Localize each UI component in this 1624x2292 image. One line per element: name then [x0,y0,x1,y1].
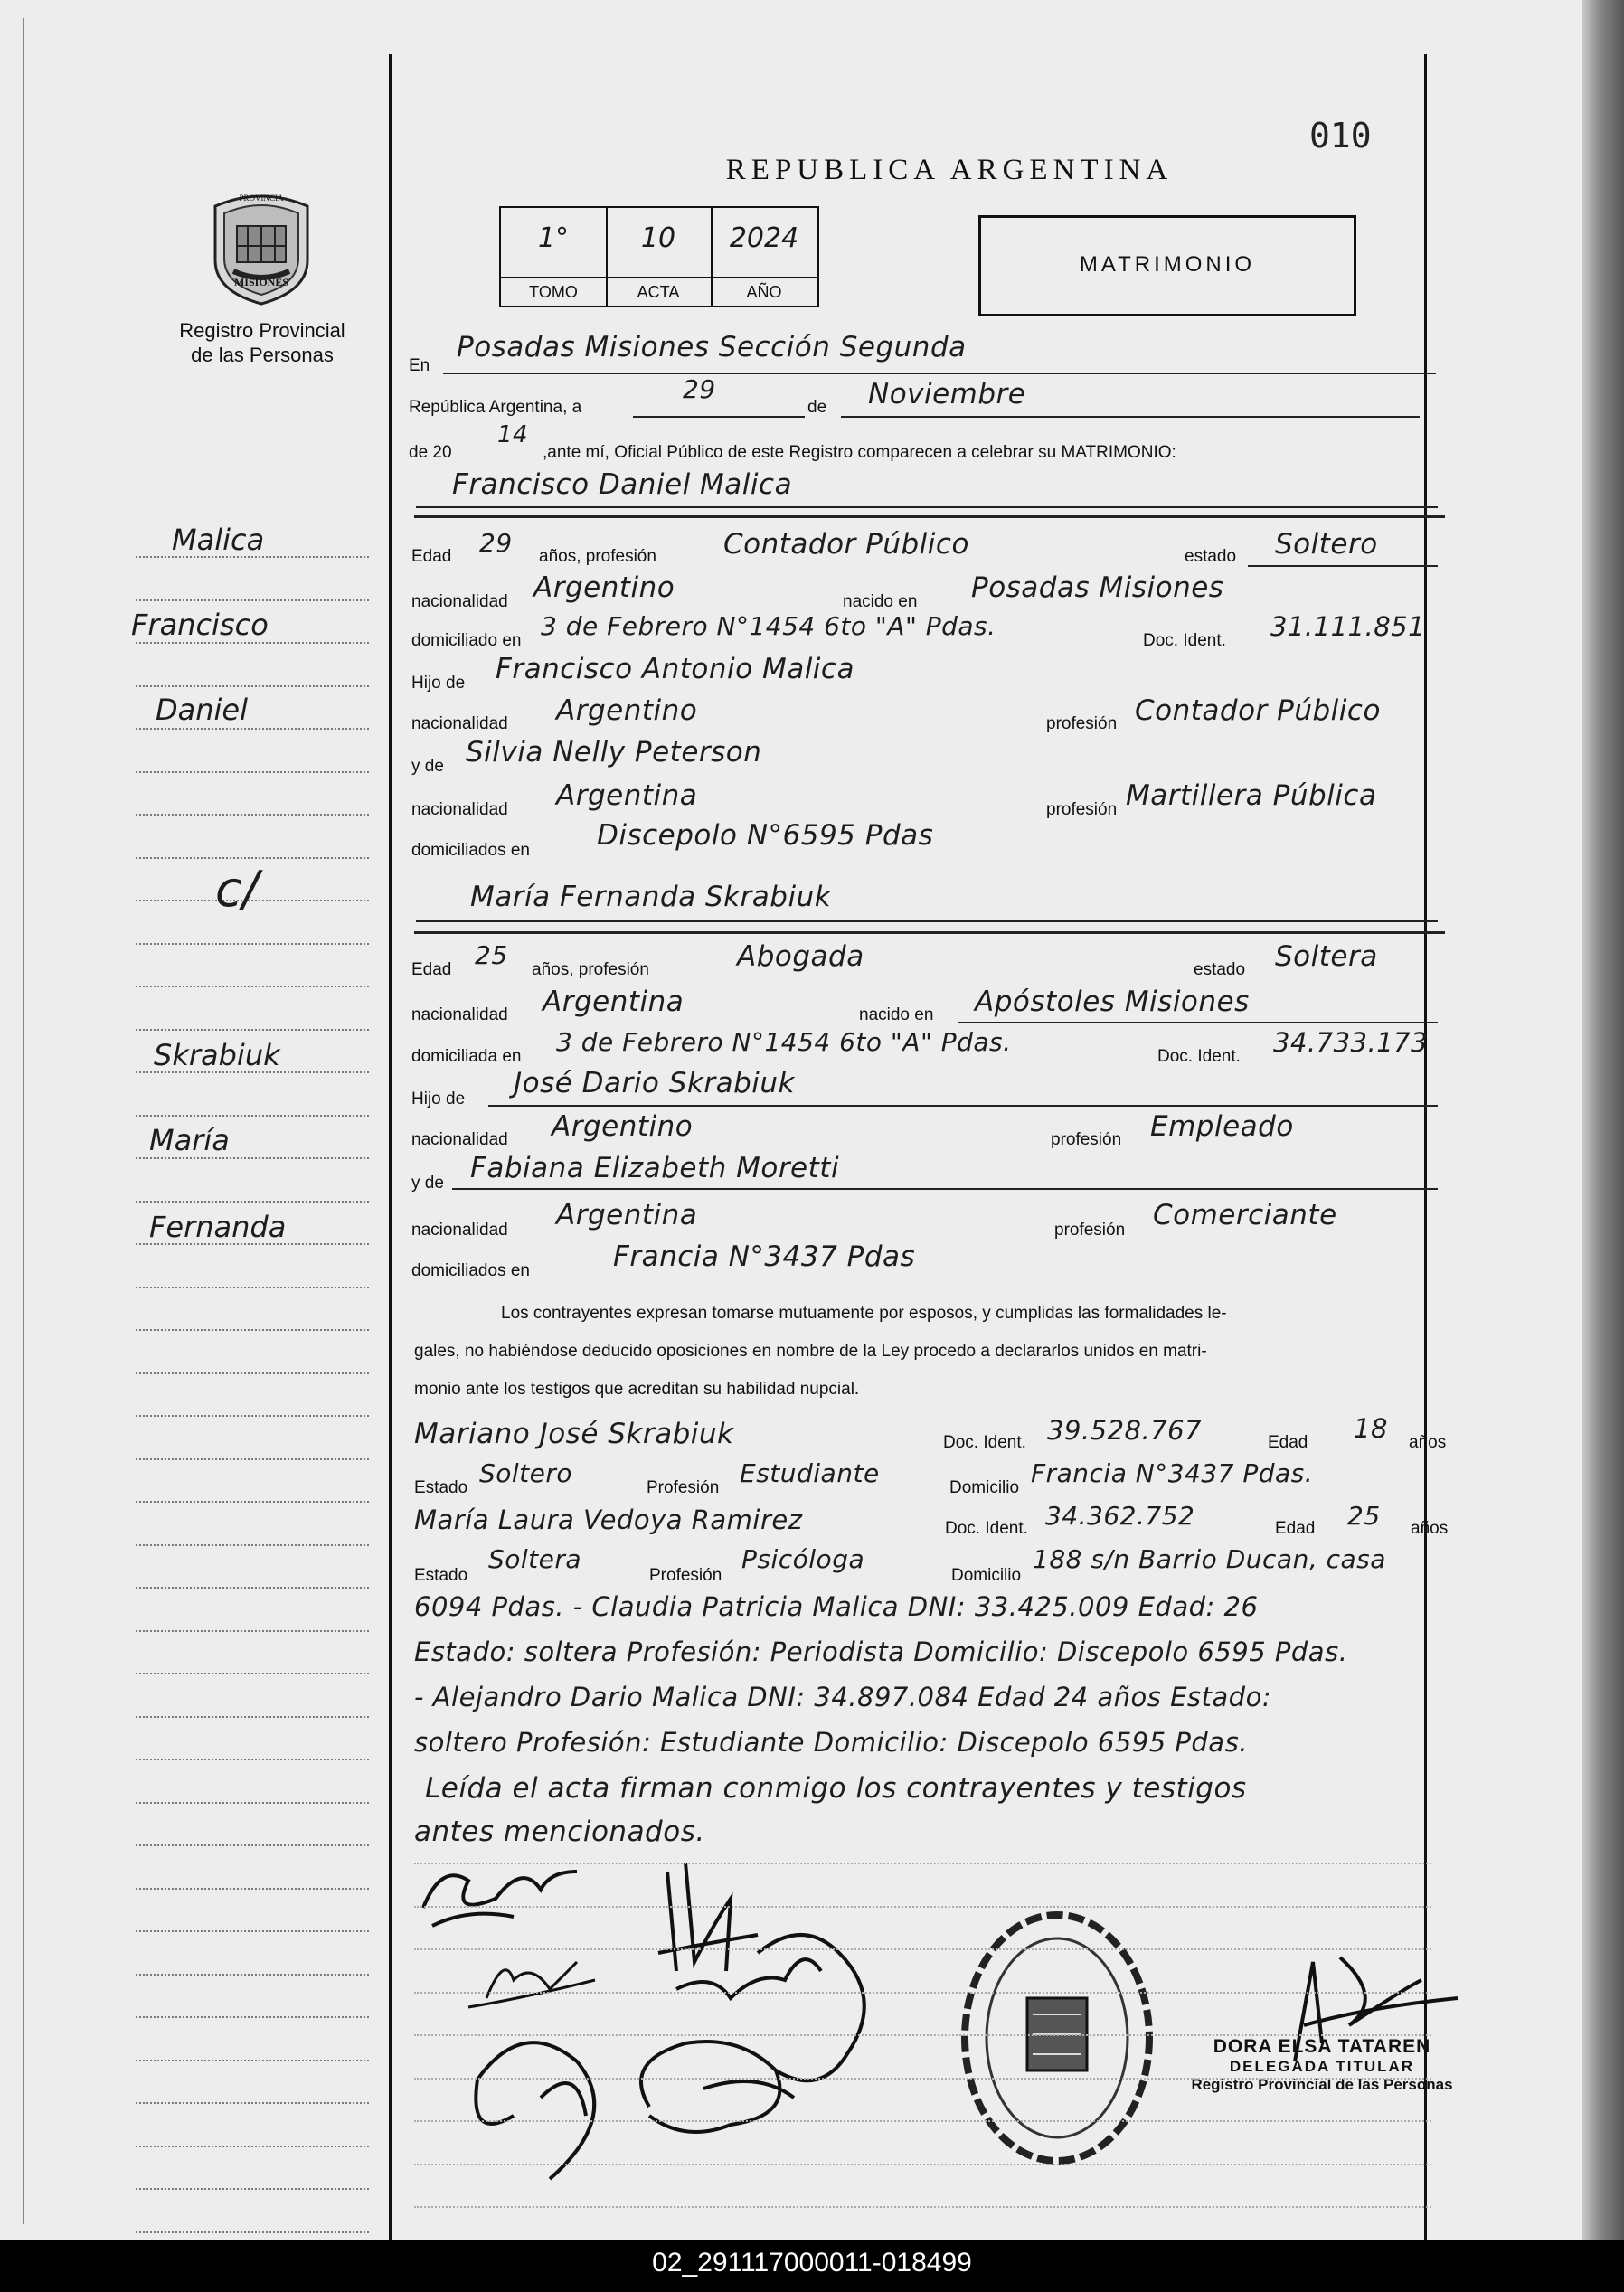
bride-madre-nac: Argentina [556,1199,698,1231]
groom-full-name: Francisco Daniel Malica [452,468,793,501]
margin-ruled-line [136,1673,369,1674]
witness2-dom-label: Domicilio [951,1566,1022,1585]
body-ruled-line [414,2206,1431,2208]
official-signature-block [1186,2036,1458,2094]
margin-ruled-line [136,857,369,859]
body-ruled-line [414,2120,1431,2122]
margin-ruled-line [136,1329,369,1331]
bride-profesion: Abogada [737,940,864,973]
bride-estado-label: estado [1194,960,1246,979]
document-id: 02_291117000011-018499 [652,2248,972,2278]
de-label: de [807,398,827,417]
groom-nac-label: nacionalidad [411,592,508,611]
day-value: 29 [683,374,716,404]
margin-ruled-line [136,2016,369,2018]
margin-ruled-line [136,1458,369,1460]
en-label: En [409,356,430,375]
bride-doc-label: Doc. Ident. [1157,1047,1241,1066]
official-name: DORA ELSA TATAREN [1213,2036,1431,2057]
groom-estado-label: estado [1185,547,1237,566]
witness2-estado-label: Estado [414,1566,468,1585]
bride-dom-label: domiciliada en [411,1047,522,1066]
groom-nacionalidad: Argentino [533,571,675,604]
day-line [633,416,805,418]
bride-madre-nac-label: nacionalidad [411,1221,508,1240]
clause-line1-text: Los contrayentes expresan tomarse mutuamente por esposos, y cumplidas las formalidades le- [501,1304,1227,1323]
groom-madre-prof: Martillera Pública [1126,779,1377,812]
registration-box [499,206,819,307]
clause-line1 [414,1295,1454,1333]
anio-label: AÑO [711,277,817,306]
margin-ruled-line [136,2102,369,2104]
place-line [443,373,1436,374]
witness2-prof: Psicóloga [741,1544,865,1574]
witness1-name: Mariano José Skrabiuk [414,1418,734,1450]
extra-line1: 6094 Pdas. - Claudia Patricia Malica DNI: 33.425.009 Edad: 26 [414,1591,1259,1622]
margin-ruled-line [136,1201,369,1203]
registry-name-line1: Registro Provincial [179,319,345,342]
groom-doc-label: Doc. Ident. [1143,631,1226,650]
extra-line4: soltero Profesión: Estudiante Domicilio: Discepolo 6595 Pdas. [414,1727,1248,1758]
groom-estado: Soltero [1275,528,1378,561]
witness1-dom: Francia N°3437 Pdas. [1031,1458,1314,1488]
bride-doc: 34.733.173 [1273,1027,1429,1058]
groom-profesion: Contador Público [723,528,969,561]
margin-ruled-line [136,2231,369,2233]
witness1-edad-label: Edad [1268,1433,1308,1452]
groom-madre: Silvia Nelly Peterson [466,736,762,769]
acta-label: ACTA [606,277,711,306]
republica-label: República Argentina, a [409,398,582,417]
bride-padre-nac: Argentino [552,1110,694,1143]
margin-ruled-line [136,2060,369,2061]
groom-dom-label: domiciliado en [411,631,522,650]
bride-yde-label: y de [411,1174,444,1193]
bride-madre: Fabiana Elizabeth Moretti [470,1152,840,1184]
seal-text-bottom: MISIONES [233,276,289,288]
bride-domicilio: 3 de Febrero N°1454 6to "A" Pdas. [556,1027,1012,1057]
body-ruled-line [414,1992,1431,1994]
body-ruled-line [414,2034,1431,2036]
bride-padre-prof-label: profesión [1051,1130,1122,1149]
document-type-box [978,215,1356,316]
bride-full-name: María Fernanda Skrabiuk [470,881,832,913]
witness2-dom: 188 s/n Barrio Ducan, casa [1033,1544,1386,1574]
margin-ruled-line [136,1759,369,1760]
year-prefix: de 20 [409,443,452,462]
anio-value: 2024 [729,222,799,254]
footer-bar [0,2240,1624,2292]
extra-line6: antes mencionados. [414,1816,705,1848]
margin-ruled-line [136,642,369,644]
month-value: Noviembre [868,378,1026,410]
groom-doc: 31.111.851 [1270,611,1426,642]
witness2-doc-label: Doc. Ident. [945,1519,1028,1538]
margin-ruled-line [136,685,369,687]
sheet-edge-shadow [1582,0,1624,2240]
witness1-prof-label: Profesión [647,1478,720,1497]
groom-madre-nac-label: nacionalidad [411,800,508,819]
bride-padre-prof: Empleado [1150,1110,1294,1143]
groom-hijo-label: Hijo de [411,674,466,693]
registry-name [145,318,380,367]
bride-estado: Soltera [1275,940,1378,973]
bride-padre-line [488,1105,1438,1107]
witness2-doc: 34.362.752 [1045,1501,1195,1531]
margin-ruled-line [136,1802,369,1804]
conjunction-mark: c/ [215,861,259,918]
groom-edad-label: Edad [411,547,452,566]
groom-estado-line [1248,565,1438,567]
margin-ruled-line [136,1930,369,1932]
margin-ruled-line [136,1029,369,1031]
witness2-edad: 25 [1347,1501,1381,1531]
anio-cell [711,208,817,306]
body-ruled-line [414,2164,1431,2165]
margin-ruled-line [136,1544,369,1546]
margin-ruled-line [136,1372,369,1374]
bride-padres-dom-label: domiciliados en [411,1261,530,1280]
body-ruled-line [414,1948,1431,1950]
witness1-anos-label: años [1409,1433,1447,1452]
bride-madre-prof: Comerciante [1153,1199,1337,1231]
witness1-estado: Soltero [479,1458,573,1488]
margin-ruled-line [136,943,369,945]
bride-margin-name1: María [149,1123,230,1157]
margin-ruled-line [136,1844,369,1846]
witness1-prof: Estudiante [740,1458,880,1488]
bride-padre: José Dario Skrabiuk [514,1067,795,1099]
bride-margin-name2: Fernanda [149,1210,287,1244]
bride-nacionalidad: Argentina [543,986,685,1018]
witness2-edad-label: Edad [1275,1519,1316,1538]
margin-ruled-line [136,1974,369,1976]
witness2-anos-label: años [1411,1519,1449,1538]
bride-nacido: Apóstoles Misiones [975,986,1250,1018]
official-title: DELEGADA TITULAR [1229,2058,1415,2075]
bride-edad-label: Edad [411,960,452,979]
witness2-estado: Soltera [488,1544,582,1574]
bride-padres-dom: Francia N°3437 Pdas [613,1240,916,1273]
bride-margin-surname: Skrabiuk [154,1038,280,1072]
groom-madre-nac: Argentina [556,779,698,812]
place-value: Posadas Misiones Sección Segunda [457,331,967,363]
groom-nacido-label: nacido en [843,592,918,611]
page-number: 010 [1309,116,1372,156]
witness2-name: María Laura Vedoya Ramirez [414,1504,803,1535]
margin-ruled-line [136,1630,369,1632]
groom-margin-surname: Malica [172,523,265,557]
bride-padre-nac-label: nacionalidad [411,1130,508,1149]
bride-madre-prof-label: profesión [1054,1221,1126,1240]
groom-anos-label: años, profesión [539,547,656,566]
extra-line2: Estado: soltera Profesión: Periodista Domicilio: Discepolo 6595 Pdas. [414,1636,1348,1667]
margin-ruled-line [136,1587,369,1589]
right-column-border [1424,54,1427,2240]
groom-domicilio: 3 de Febrero N°1454 6to "A" Pdas. [541,611,996,641]
groom-padre-prof: Contador Público [1135,694,1381,727]
marriage-clause [414,1295,1454,1409]
registry-name-line2: de las Personas [191,344,334,366]
sheet-edge-line [23,18,24,2224]
clause-line2: gales, no habiéndose deducido oposiciones en nombre de la Ley procedo a declararlos unidos en matri- [414,1342,1207,1361]
body-ruled-line [414,1906,1431,1908]
witness1-doc: 39.528.767 [1047,1415,1203,1446]
bride-madre-line [452,1188,1438,1190]
tomo-value: 1° [537,222,570,254]
margin-ruled-line [136,599,369,601]
margin-ruled-line [136,2188,369,2190]
year-suffix: 14 [497,421,529,448]
body-ruled-line [414,2078,1431,2080]
intro-statement: ,ante mí, Oficial Público de este Registro comparecen a celebrar su MATRIMONIO: [543,443,1176,462]
margin-ruled-line [136,1287,369,1288]
tomo-label: TOMO [501,277,606,306]
bride-nacido-label: nacido en [859,1005,934,1024]
margin-ruled-line [136,1415,369,1417]
signatures [414,1844,921,2188]
margin-ruled-line [136,1716,369,1718]
extra-line3: - Alejandro Dario Malica DNI: 34.897.084 Edad 24 años Estado: [414,1682,1272,1712]
witness2-prof-label: Profesión [649,1566,722,1585]
bride-separator [414,931,1445,934]
tomo-cell [501,208,608,306]
margin-ruled-line [136,728,369,730]
bride-nacido-line [958,1022,1438,1023]
groom-separator [414,515,1445,518]
seal-text-top: PROVINCIA [239,193,284,203]
clause-line3: monio ante los testigos que acreditan su habilidad nupcial. [414,1380,860,1399]
groom-madre-prof-label: profesión [1046,800,1118,819]
official-round-stamp [957,1906,1157,2170]
groom-margin-name1: Francisco [131,608,269,642]
groom-padre-nac: Argentino [556,694,698,727]
witness1-doc-label: Doc. Ident. [943,1433,1026,1452]
document-type: MATRIMONIO [1079,252,1256,277]
month-line [841,416,1420,418]
groom-edad: 29 [479,528,513,558]
witness1-estado-label: Estado [414,1478,468,1497]
left-column-border [389,54,392,2240]
groom-padre-nac-label: nacionalidad [411,714,508,733]
margin-ruled-line [136,814,369,816]
extra-line5: Leída el acta firman conmigo los contrayentes y testigos [425,1772,1247,1805]
bride-hijo-label: Hijo de [411,1089,466,1108]
margin-ruled-line [136,986,369,987]
bride-edad: 25 [475,940,508,970]
groom-yde-label: y de [411,757,444,776]
bride-anos-label: años, profesión [532,960,649,979]
margin-ruled-line [136,771,369,773]
witness1-edad: 18 [1354,1413,1388,1444]
bride-nac-label: nacionalidad [411,1005,508,1024]
official-institution: Registro Provincial de las Personas [1191,2076,1453,2093]
groom-nacido: Posadas Misiones [971,571,1224,604]
margin-ruled-line [136,1157,369,1159]
body-ruled-line [414,1863,1431,1864]
margin-ruled-line [136,1115,369,1117]
margin-ruled-line [136,1888,369,1890]
margin-ruled-line [136,2146,369,2147]
margin-ruled-line [136,1501,369,1503]
groom-padre: Francisco Antonio Malica [496,653,854,685]
groom-margin-name2: Daniel [156,693,248,727]
groom-padres-dom: Discepolo N°6595 Pdas [597,819,934,852]
acta-cell [606,208,713,306]
groom-padre-prof-label: profesión [1046,714,1118,733]
groom-padres-dom-label: domiciliados en [411,841,530,860]
document-title: REPUBLICA ARGENTINA [725,154,1174,186]
bride-name-line [416,920,1438,922]
witness1-dom-label: Domicilio [949,1478,1020,1497]
acta-value: 10 [640,222,676,254]
groom-name-line [416,506,1438,508]
